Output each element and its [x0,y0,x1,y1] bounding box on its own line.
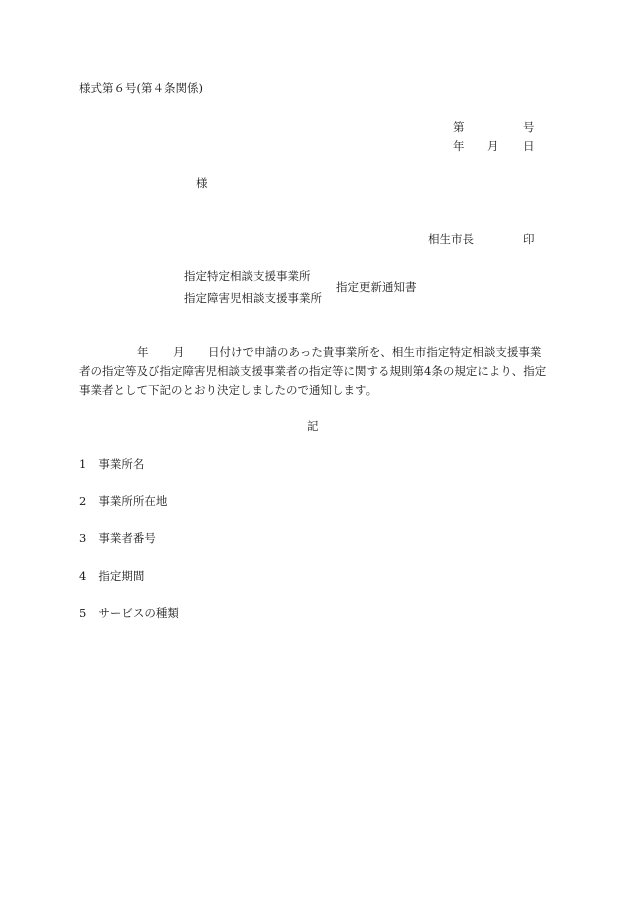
form-label: 様式第６号(第４条関係) [79,81,203,95]
body-line-3: 事業者として下記のとおり決定しましたので通知します。 [79,383,378,397]
title-suffix: 指定更新通知書 [336,280,417,294]
issuer-seal: 印 [523,232,535,246]
item-1 [79,456,144,472]
title-line-2: 指定障害児相談支援事業所 [184,291,322,305]
doc-number-suffix: 号 [523,120,535,134]
addressee-suffix: 様 [196,176,208,190]
body-year: 年 [137,345,149,359]
item-label: サービスの種類 [98,606,179,620]
item-number: 2 [79,494,87,508]
doc-number-prefix: 第 [453,120,465,134]
item-number: 3 [79,531,87,545]
item-5 [79,605,179,621]
item-number: 4 [79,569,87,583]
issuer-title: 相生市長 [428,232,474,246]
body-month: 月 [173,345,185,359]
item-label: 指定期間 [98,569,145,583]
item-number: 1 [79,457,87,471]
body-line-2: 者の指定等及び指定障害児相談支援事業者の指定等に関する規則第4条の規定により、指定 [79,364,547,378]
date-month: 月 [487,139,499,153]
item-label: 事業者番号 [98,531,156,545]
item-3 [79,530,156,546]
item-label: 事業所所在地 [98,494,168,508]
item-4 [79,568,144,584]
item-2 [79,493,167,509]
body-line-1: 日付けで申請のあった貴事業所を、相生市指定特定相談支援事業 [208,345,542,359]
date-day: 日 [523,139,535,153]
date-year: 年 [453,139,465,153]
title-line-1: 指定特定相談支援事業所 [184,269,311,283]
item-number: 5 [79,606,87,620]
item-label: 事業所名 [98,457,145,471]
ki-heading: 記 [307,419,319,433]
